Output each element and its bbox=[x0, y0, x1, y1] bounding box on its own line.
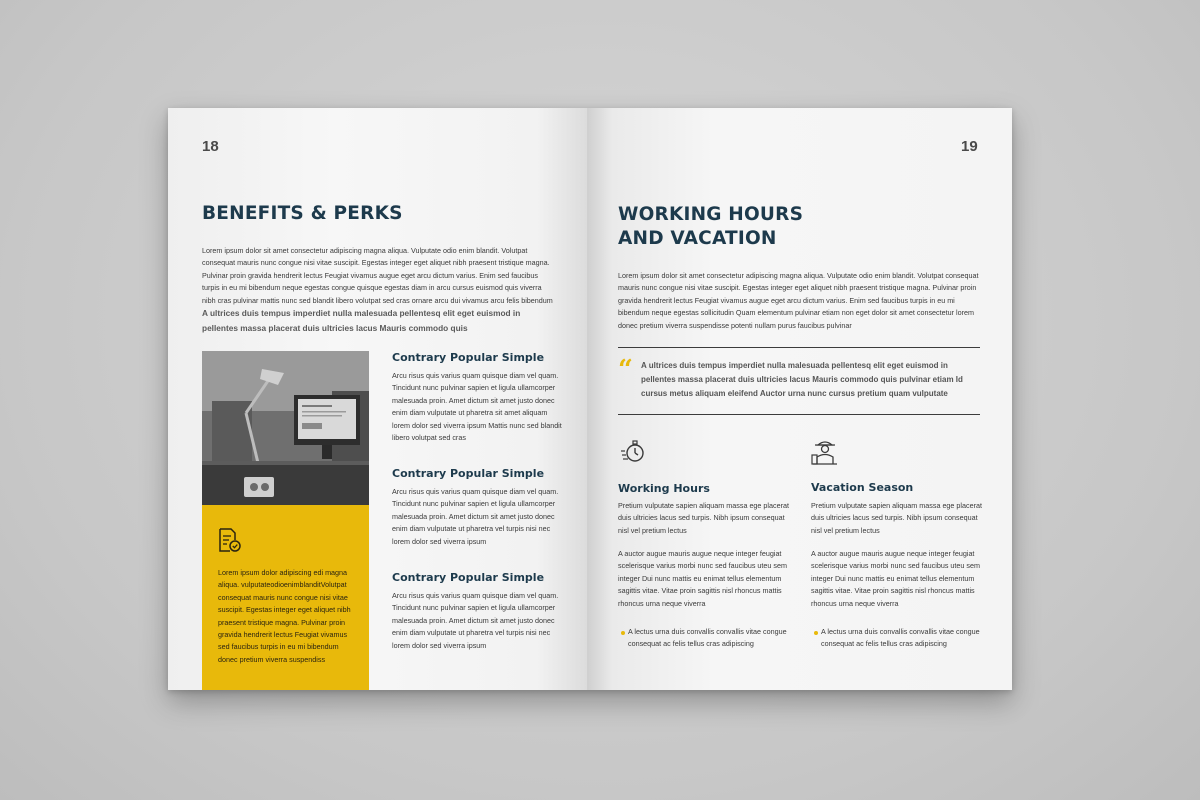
quote-mark-icon: “ bbox=[618, 355, 633, 385]
bullet-text: A lectus urna duis convallis convallis vitae congue consequat ac felis tellus cras adipiscing bbox=[628, 627, 787, 649]
lead-paragraph: A ultrices duis tempus imperdiet nulla malesuada pellentesq elit eget euismod in pellentes massa placerat duis ultricies lacus Mauris commodo quis bbox=[202, 308, 521, 333]
intro-paragraph: Lorem ipsum dolor sit amet consectetur adipiscing magna aliqua. Vulputate odio enim blandit. Volutpat consequat mauris nunc congue nisi vitae suscipit. Egestas integer eget aliquet nibh praesent tristique magna. Pulvinar proin gravida hendrerit lectus Feugiat vivamus augue eget arcu dictum varius. Enim sed faucibus turpis in eu mi bibendum neque egestas sollicitudin Quam elementum pulvinar etiam non eget dolor sit amet consectetur lorem donec pretium viverra suspendisse potenti nullam purus faucibus pulvinar bbox=[618, 271, 979, 330]
column-paragraph: Pretium vulputate sapien aliquam massa ege placerat duis ultricies lacus sed turpis. Nibh ipsum consequat nisl vel pretium lectus bbox=[618, 501, 789, 535]
office-photo bbox=[202, 351, 369, 505]
left-page bbox=[168, 108, 587, 690]
yellow-box-text: Lorem ipsum dolor adipiscing edi magna aliqua. vulputateodioenimblanditVolutpat consequat mauris nunc congue nisi vitae suscipit. Egestas integer eget aliquet nibh praesent tristique magna. Pulvinar proin gravida hendrerit lectus Feugiat vivamus sed faucibus turpis in eu mi bibendum donec pretium viverra suspendiss bbox=[218, 568, 351, 664]
column-title: Working Hours bbox=[618, 482, 710, 495]
office-scene-illustration bbox=[202, 351, 369, 505]
traveler-icon bbox=[811, 436, 839, 466]
bullet-text: A lectus urna duis convallis convallis vitae congue consequat ac felis tellus cras adipiscing bbox=[821, 627, 980, 649]
section-text: Arcu risus quis varius quam quisque diam vel quam. Tincidunt nunc pulvinar sapien et ligula ullamcorper malesuada proin. Amet dictum sit amet justo donec enim diam vulputate ut pharetra sit amet aliquam lorem dolor sed viverra ipsum Mattis nunc sed blandit libero volutpat sed cras bbox=[392, 371, 562, 443]
section-text: Arcu risus quis varius quam quisque diam vel quam. Tincidunt nunc pulvinar sapien et ligula ullamcorper malesuada proin. Amet dictum sit amet justo donec enim diam vulputate ut pharetra vel turpis nisi nec lorem dolor sed viverra ipsum bbox=[392, 487, 559, 546]
intro-paragraph: Lorem ipsum dolor sit amet consectetur adipiscing magna aliqua. Vulputate odio enim blandit. Volutpat consequat mauris nunc congue nisi vitae suscipit. Egestas integer eget aliquet nibh praesent tristique magna. Pulvinar proin gravida hendrerit lectus Feugiat vivamus augue eget arcu dictum varius. Enim sed faucibus turpis in eu mi bibendum neque egestas congue quisque egestas diam in arcu cursus euismod quis viverra nibh cras pulvinar mattis nunc sed blandit libero volutpat sed cras ornare arcu dui vivamus arcu felis bibendum bbox=[202, 246, 553, 305]
column-paragraph: A auctor augue mauris augue neque integer feugiat scelerisque varius morbi nunc sed faucibus uteu sem integer Dui nunc mattis eu enimat tellus elementum sagittis vitae. Vitae proin sagittis nisl rhoncus mattis rhoncus urna neque viverra bbox=[811, 549, 980, 608]
stopwatch-icon bbox=[620, 438, 646, 464]
column-title: Vacation Season bbox=[811, 481, 914, 494]
section-text: Arcu risus quis varius quam quisque diam vel quam. Tincidunt nunc pulvinar sapien et ligula ullamcorper malesuada proin. Amet dictum sit amet justo donec enim diam vulputate ut pharetra vel turpis nisi nec lorem dolor sed viverra ipsum bbox=[392, 591, 559, 650]
page-title-line: WORKING HOURS bbox=[618, 204, 804, 225]
page-title: BENEFITS & PERKS bbox=[202, 203, 403, 224]
page-title bbox=[618, 203, 803, 251]
divider bbox=[618, 414, 980, 415]
section-title: Contrary Popular Simple bbox=[392, 351, 545, 364]
section-title: Contrary Popular Simple bbox=[392, 467, 545, 480]
yellow-highlight-box bbox=[202, 505, 369, 690]
column-paragraph: Pretium vulputate sapien aliquam massa ege placerat duis ultricies lacus sed turpis. Nibh ipsum consequat nisl vel pretium lectus bbox=[811, 501, 982, 535]
brochure-spread bbox=[168, 108, 1012, 690]
bullet-dot bbox=[814, 631, 818, 635]
section-title: Contrary Popular Simple bbox=[392, 571, 545, 584]
bullet-dot bbox=[621, 631, 625, 635]
page-number: 18 bbox=[202, 138, 219, 155]
pull-quote: A ultrices duis tempus imperdiet nulla malesuada pellentesq elit eget euismod in pellentes massa placerat duis ultricies lacus Mauris commodo quis pulvinar etiam Id cursus metus aliquam eleifend Auctor urna nunc cursus pretium quam vulputate bbox=[641, 361, 963, 398]
page-title-line: AND VACATION bbox=[618, 228, 777, 249]
right-page bbox=[587, 108, 1012, 690]
document-check-icon bbox=[218, 527, 242, 553]
column-paragraph: A auctor augue mauris augue neque integer feugiat scelerisque varius morbi nunc sed faucibus uteu sem integer Dui nunc mattis eu enimat tellus elementum sagittis vitae. Vitae proin sagittis nisl rhoncus mattis rhoncus urna neque viverra bbox=[618, 549, 787, 608]
page-number: 19 bbox=[961, 138, 978, 155]
divider bbox=[618, 347, 980, 348]
